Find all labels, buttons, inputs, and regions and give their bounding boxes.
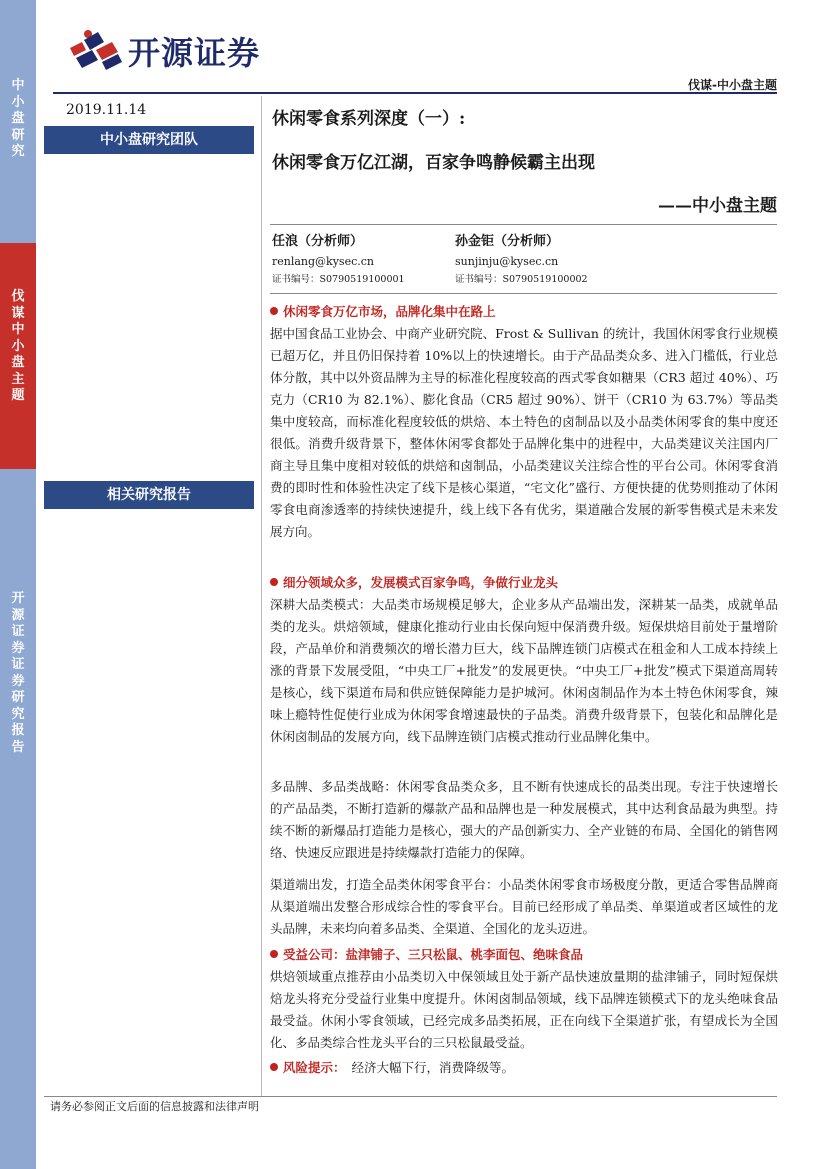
bullet-icon — [270, 307, 278, 315]
title-divider — [270, 224, 777, 225]
sidebar-top-label: 中小盘研究 — [11, 78, 25, 159]
risk-text: 经济大幅下行，消费降级等。 — [351, 1060, 515, 1075]
series-title: 休闲零食系列深度（一）: — [272, 109, 466, 129]
header-tag: 伐谋-中小盘主题 — [688, 78, 777, 92]
related-reports-label: 相关研究报告 — [44, 481, 254, 509]
section-heading-text: 受益公司：盐津铺子、三只松鼠、桃李面包、绝味食品 — [283, 947, 584, 962]
section-heading-text: 休闲零食万亿市场，品牌化集中在路上 — [283, 304, 496, 319]
main-title: 休闲零食万亿江湖，百家争鸣静候霸主出现 — [272, 153, 595, 173]
bullet-icon — [270, 578, 278, 586]
brand-logo-icon — [68, 28, 126, 72]
analyst-email: sunjinju@kysec.cn — [455, 255, 559, 268]
section-beneficiaries — [270, 944, 778, 1054]
section-models-channel — [270, 874, 778, 940]
bullet-icon — [270, 950, 278, 958]
section-models-multi-brand — [270, 776, 778, 864]
section-paragraph: 烘焙领域重点推荐由小品类切入中保领域且处于新产品快速放量期的盐津铺子，同时短保烘焙龙头将充分受益行业集中度提升。休闲卤制品领域，线下品牌连锁模式下的龙头绝味食品最受益。休闲小零食领域，已经完成多品类拓展，正在向线下全渠道扩张，有望成长为全国化、多品类综合性龙头平台的三只松鼠最受益。 — [270, 969, 778, 1050]
sidebar-bottom-label: 开源证券 证券研究报告 — [11, 591, 25, 755]
section-paragraph: 深耕大品类模式：大品类市场规模足够大，企业多从产品端出发，深耕某一品类，成就单品类的龙头。烘焙领域，健康化推动行业由长保向短中保消费升级。短保烘焙目前处于量增阶段，产品单价和消费频次的增长潜力巨大，线下品牌连锁门店模式在租金和人工成本持续上涨的背景下发展受阻，“中央工厂+批发”的发展更快。“中央工厂+批发”模式下渠道高周转是核心，线下渠道布局和供应链保障能力是护城河。休闲卤制品作为本土特色休闲零食，辣味上瘾特性促使行业成为休闲零食增速最快的子品类。消费升级背景下，包装化和品牌化是休闲卤制品的发展方向，线下品牌连锁门店模式推动行业品牌化集中。 — [270, 597, 778, 744]
risk-label: 风险提示： — [283, 1060, 346, 1075]
sidebar-bottom-band — [0, 469, 36, 1169]
column-divider — [261, 96, 262, 1096]
brand-name: 开源证券 — [128, 34, 261, 72]
section-paragraph: 渠道端出发，打造全品类休闲零食平台：小品类休闲零食市场极度分散，更适合零售品牌商从渠道端出发整合形成综合性的零食平台。目前已经形成了单品类、单渠道或者区域性的龙头品牌，未来均向着多品类、全渠道、全国化的龙头迈进。 — [270, 877, 778, 936]
analyst-card — [455, 232, 588, 288]
sidebar-top-band — [0, 0, 36, 243]
footer-divider — [44, 1096, 777, 1097]
header-divider — [53, 92, 777, 94]
sidebar-mid-band — [0, 243, 36, 469]
analyst-name: 任浪（分析师） — [272, 234, 364, 249]
analyst-email: renlang@kysec.cn — [272, 255, 374, 268]
section-market — [270, 301, 778, 543]
analyst-card — [272, 232, 405, 288]
bullet-icon — [270, 1063, 278, 1071]
section-heading — [270, 944, 778, 966]
analyst-name: 孙金钜（分析师） — [455, 234, 560, 249]
report-date: 2019.11.14 — [66, 102, 147, 118]
footer-disclaimer: 请务必参阅正文后面的信息披露和法律声明 — [50, 1100, 259, 1113]
section-heading — [270, 301, 778, 323]
section-paragraph: 多品牌、多品类战略：休闲零食品类众多，且不断有快速成长的品类出现。专注于快速增长的产品品类，不断打造新的爆款产品和品牌也是一种发展模式，其中达利食品最为典型。持续不断的新爆品打造能力是核心，强大的产品创新实力、全产业链的布局、全国化的销售网络、快速反应跟进是持续爆款打造能力的保障。 — [270, 779, 778, 860]
analyst-cert: 证书编号：S0790519100001 — [272, 274, 405, 285]
section-heading — [270, 572, 778, 594]
section-paragraph: 据中国食品工业协会、中商产业研究院、Frost & Sullivan 的统计，我国休闲零食行业规模已超万亿，并且仍旧保持着 10%以上的快速增长。由于产品品类众多、进入门槛低，行业总体分散，其中以外资品牌为主导的标准化程度较高的西式零食如糖果（CR3 超过 40%）、巧克力（CR10 为 82.1%）、膨化食品（CR5 超过 90%）、饼干（CR10 为 63.7%）等品类集中度较高，而标准化程度较低的烘焙、本土特色的卤制品以及小品类休闲零食的集中度还很低。消费升级背景下，整体休闲零食都处于品牌化集中的进程中，大品类建议关注国内厂商主导且集中度相对较低的烘焙和卤制品，小品类建议关注综合性的平台公司。休闲零食消费的即时性和体验性决定了线下是核心渠道，“宅文化”盛行、方便快捷的优势则推动了休闲零食电商渗透率的持续快速提升，线上线下各有优劣，渠道融合发展的新零售模式是未来发展方向。 — [270, 326, 778, 539]
section-models — [270, 572, 778, 748]
team-label: 中小盘研究团队 — [44, 126, 254, 154]
section-risk — [270, 1057, 778, 1079]
theme-subtitle: ——中小盘主题 — [658, 196, 777, 216]
section-heading-text: 细分领域众多，发展模式百家争鸣，争做行业龙头 — [283, 575, 559, 590]
analyst-divider — [270, 293, 777, 294]
sidebar-mid-label: 伐谋中小盘主题 — [11, 289, 25, 403]
analyst-cert: 证书编号：S0790519100002 — [455, 274, 588, 285]
